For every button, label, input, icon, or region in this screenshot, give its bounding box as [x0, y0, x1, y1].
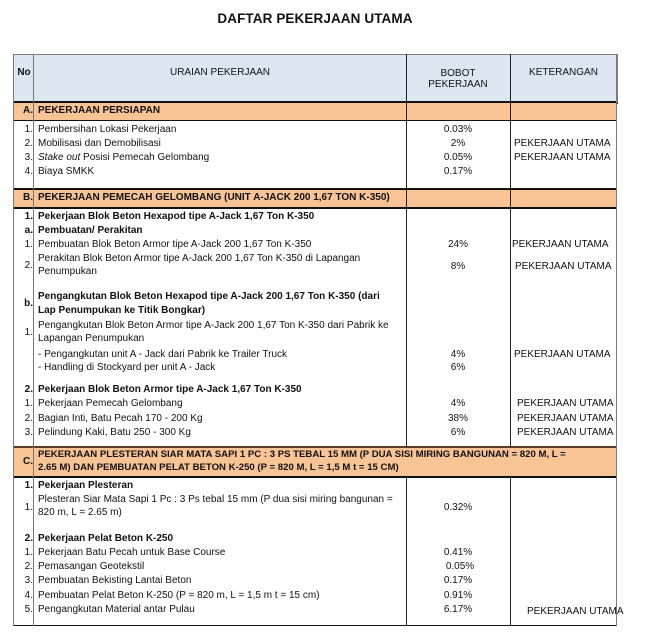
item-text: Pembuatan Bekisting Lantai Beton [38, 575, 192, 586]
group-no: 2. [24, 384, 33, 395]
group-no: 2. [24, 533, 33, 544]
item-text: Bagian Inti, Batu Pecah 170 - 200 Kg [38, 413, 203, 424]
item-no: 1. [24, 502, 33, 513]
item-keterangan: PEKERJAAN UTAMA [514, 138, 611, 149]
section-a-no: A. [23, 105, 33, 116]
item-text: Biaya SMKK [38, 166, 95, 177]
section-c-title-line1: PEKERJAAN PLESTERAN SIAR MATA SAPI 1 PC : 3 PS TEBAL 15 MM (P DUA SISI MIRING BANGUNAN = 820 M, L = [38, 449, 566, 460]
item-bobot: 0.41% [443, 547, 473, 558]
item-text: Pelindung Kaki, Batu 250 - 300 Kg [38, 427, 191, 438]
item-text-line2: 820 m, L = 2.65 m) [38, 507, 122, 518]
subgroup-no: a. [24, 225, 33, 236]
divider [33, 54, 34, 626]
item-bobot: 6% [450, 427, 466, 438]
item-no: 2. [24, 138, 33, 149]
section-b-no: B. [23, 192, 33, 203]
item-text: Pengangkutan Material antar Pulau [38, 604, 195, 615]
divider [13, 625, 617, 626]
item-text: Pekerjaan Pemecah Gelombang [38, 398, 183, 409]
item-bobot: 4% [450, 398, 466, 409]
divider [510, 54, 511, 447]
group-no: 1. [24, 211, 33, 222]
header-uraian: URAIAN PEKERJAAN [169, 67, 271, 78]
item-no: 3. [24, 427, 33, 438]
item-no: 1. [24, 239, 33, 250]
item-text: Mobilisasi dan Demobilisasi [38, 138, 161, 149]
section-a-title: PEKERJAAN PERSIAPAN [38, 105, 161, 116]
item-keterangan: PEKERJAAN UTAMA [527, 606, 624, 617]
divider [13, 446, 617, 448]
subgroup-no: b. [24, 298, 33, 309]
item-bobot: 38% [447, 413, 468, 424]
item-text: Pembuatan Blok Beton Armor tipe A-Jack 200 1,67 Ton K-350 [38, 239, 312, 250]
header-bobot-2: PEKERJAAN [428, 79, 488, 90]
item-no: 1. [24, 327, 33, 338]
page-title: DAFTAR PEKERJAAN UTAMA [217, 11, 413, 26]
item-no: 4. [24, 590, 33, 601]
item-no: 4. [24, 166, 33, 177]
item-bobot: 0.17% [443, 575, 473, 586]
item-bobot: 0.05% [445, 561, 475, 572]
item-bobot: 0.91% [443, 590, 473, 601]
item-text: Pembuatan Pelat Beton K-250 (P = 820 m, L = 1,5 m t = 15 cm) [38, 590, 320, 601]
section-b-title: PEKERJAAN PEMECAH GELOMBANG (UNIT A-JACK 200 1,67 TON K-350) [38, 192, 390, 203]
item-keterangan: PEKERJAAN UTAMA [517, 427, 614, 438]
subgroup-title-line2: Lap Penumpukan ke Titik Bongkar) [38, 305, 206, 316]
subgroup-title-line1: Pengangkutan Blok Beton Hexapod tipe A-Jack 200 1,67 Ton K-350 (dari [38, 291, 380, 302]
item-keterangan: PEKERJAAN UTAMA [512, 239, 609, 250]
sub-item-text: - Pengangkutan unit A - Jack dari Pabrik ke Trailer Truck [38, 349, 288, 360]
divider [13, 207, 617, 209]
section-c-title-line2: 2.65 M) DAN PEMBUATAN PELAT BETON K-250 (P = 820 M, L = 1,5 M t = 15 CM) [38, 462, 399, 473]
group-title: Pekerjaan Blok Beton Hexapod tipe A-Jack 1,67 Ton K-350 [38, 211, 315, 222]
section-c-no: C. [23, 456, 33, 467]
divider [13, 188, 617, 190]
header-keterangan: KETERANGAN [529, 67, 598, 78]
item-bobot: 0.17% [443, 166, 473, 177]
item-text [38, 152, 209, 164]
item-keterangan: PEKERJAAN UTAMA [514, 349, 611, 360]
item-text-line2: Lapangan Penumpukan [38, 333, 145, 344]
item-text-line1: Perakitan Blok Beton Armor tipe A-Jack 200 1,67 Ton K-350 di Lapangan [38, 253, 361, 264]
group-title: Pekerjaan Blok Beton Armor tipe A-Jack 1,67 Ton K-350 [38, 384, 302, 395]
item-no: 2. [24, 260, 33, 271]
subgroup-title: Pembuatan/ Perakitan [38, 225, 143, 236]
item-bobot: 4% [450, 349, 466, 360]
divider [13, 120, 617, 121]
divider [510, 477, 511, 626]
item-no: 1. [24, 398, 33, 409]
group-title: Pekerjaan Pelat Beton K-250 [38, 533, 174, 544]
item-text: Pemasangan Geotekstil [38, 561, 145, 572]
item-text-rest: Posisi Pemecah Gelombang [80, 152, 210, 163]
group-title: Pekerjaan Plesteran [38, 480, 134, 491]
header-bobot-1: BOBOT [440, 68, 476, 79]
sub-item-text: - Handling di Stockyard per unit A - Jack [38, 362, 216, 373]
item-keterangan: PEKERJAAN UTAMA [517, 398, 614, 409]
item-text-line1: Pengangkutan Blok Beton Armor tipe A-Jack 200 1,67 Ton K-350 dari Pabrik ke [38, 320, 389, 331]
item-bobot: 2% [450, 138, 466, 149]
item-text: Pembersihan Lokasi Pekerjaan [38, 124, 177, 135]
item-keterangan: PEKERJAAN UTAMA [515, 261, 612, 272]
item-bobot: 24% [447, 239, 468, 250]
table-header [13, 54, 618, 104]
item-bobot: 0.05% [443, 152, 473, 163]
item-bobot: 0.32% [443, 502, 473, 513]
item-no: 1. [24, 124, 33, 135]
group-no: 1. [24, 480, 33, 491]
item-no: 5. [24, 604, 33, 615]
item-no: 1. [24, 547, 33, 558]
divider [13, 476, 617, 478]
divider [616, 54, 617, 626]
header-no: No [17, 67, 31, 78]
item-keterangan: PEKERJAAN UTAMA [514, 152, 611, 163]
item-no: 2. [24, 413, 33, 424]
item-text-italic: Stake out [38, 152, 81, 163]
item-no: 3. [24, 152, 33, 163]
item-no: 3. [24, 575, 33, 586]
item-bobot: 6.17% [443, 604, 473, 615]
item-keterangan: PEKERJAAN UTAMA [517, 413, 614, 424]
item-bobot: 0.03% [443, 124, 473, 135]
item-text: Pekerjaan Batu Pecah untuk Base Course [38, 547, 226, 558]
item-text-line2: Penumpukan [38, 266, 97, 277]
item-bobot: 8% [450, 261, 466, 272]
item-no: 2. [24, 561, 33, 572]
divider [13, 101, 617, 103]
item-bobot: 6% [450, 362, 466, 373]
item-text-line1: Plesteran Siar Mata Sapi 1 Pc : 3 Ps tebal 15 mm (P dua sisi miring bangunan = [38, 494, 393, 505]
